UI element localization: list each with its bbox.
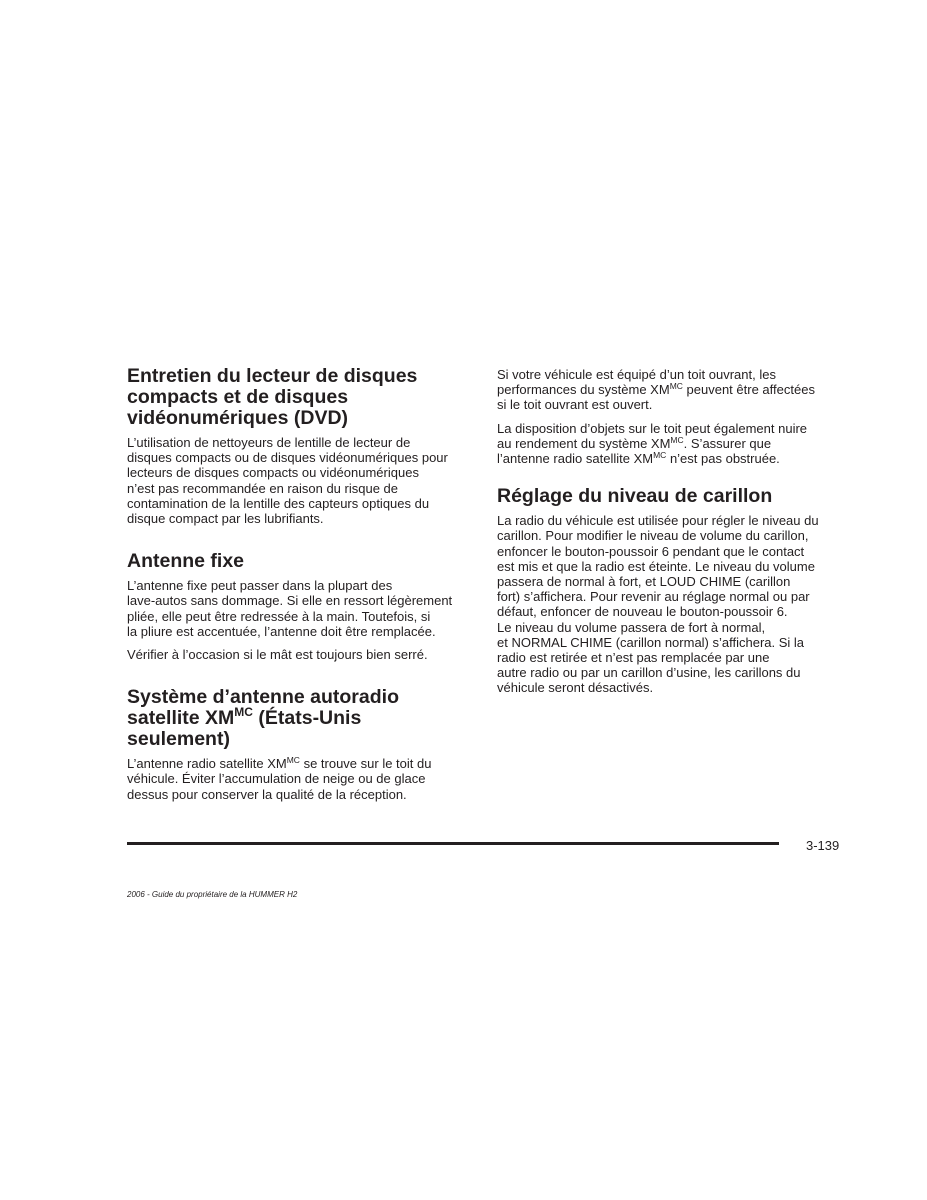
text-line: défaut, enfoncer de nouveau le bouton-poussoir 6.	[497, 604, 788, 620]
trademark-sup: MC	[653, 450, 667, 461]
heading-line: compacts et de disques	[127, 386, 349, 408]
trademark-sup: MC	[234, 705, 253, 720]
heading-chime-level: Réglage du niveau de carillon	[497, 485, 773, 508]
text-line: au rendement du système $XM^{MC}$. S’assurer que	[497, 434, 772, 451]
trademark-sup: MC	[670, 434, 684, 445]
text-line: véhicule. Éviter l’accumulation de neige ou de glace	[127, 771, 426, 787]
paragraph-xm-antenna	[127, 756, 477, 802]
text-line: et NORMAL CHIME (carillon normal) s’affichera. Si la	[497, 634, 805, 650]
left-column	[127, 366, 477, 810]
text-line: l’antenne radio satellite $XM^{MC}$ n’est pas obstruée.	[497, 450, 780, 467]
text-line: dessus pour conserver la qualité de la réception.	[127, 786, 407, 802]
text-line: disque compact par les lubrifiants.	[127, 511, 324, 527]
text-line: contamination de la lentille des capteurs optiques du	[127, 495, 430, 511]
paragraph-chime-level	[497, 513, 847, 695]
text-line: passera de normal à fort, et LOUD CHIME (carillon	[497, 574, 791, 590]
text-line: Le niveau du volume passera de fort à normal,	[497, 619, 766, 635]
text-line: autre radio ou par un carillon d’usine, les carillons du	[497, 665, 801, 681]
text-line: véhicule seront désactivés.	[497, 680, 654, 696]
text-line: la pliure est accentuée, l’antenne doit être remplacée.	[127, 623, 436, 639]
text-line: performances du système $XM^{MC}$ peuvent être affectées	[497, 381, 815, 398]
footer-text: 2006 - Guide du propriétaire de la HUMMER H2	[127, 890, 298, 899]
heading-fixed-antenna: Antenne fixe	[127, 550, 245, 573]
text-line: radio est retirée et n’est pas remplacée par une	[497, 650, 770, 666]
text-line: n’est pas recommandée en raison du risque de	[127, 480, 398, 496]
text-line: Si votre véhicule est équipé d’un toit ouvrant, les	[497, 367, 776, 382]
text-line: fort) s’affichera. Pour revenir au réglage normal ou par	[497, 589, 810, 605]
trademark-sup: MC	[669, 381, 683, 392]
text-line: carillon. Pour modifier le niveau de volume du carillon,	[497, 528, 809, 544]
text-line: L’utilisation de nettoyeurs de lentille de lecteur de	[127, 435, 411, 450]
heading-line: Entretien du lecteur de disques	[127, 365, 418, 387]
heading-dvd-maintenance	[127, 366, 477, 429]
text-line: disques compacts ou de disques vidéonumériques pour	[127, 450, 448, 466]
paragraph-fixed-antenna	[127, 578, 477, 639]
text-line: La radio du véhicule est utilisée pour régler le niveau du	[497, 513, 819, 529]
heading-line: satellite $XM^{MC}$ (États-Unis	[127, 705, 362, 730]
footer-rule	[127, 842, 779, 845]
text-line: pliée, elle peut être redressée à la main. Toutefois, si	[127, 608, 431, 624]
paragraph-sunroof	[497, 367, 847, 413]
page-number: 3-139	[806, 838, 840, 853]
trademark-sup: MC	[286, 755, 300, 766]
text-line: enfoncer le bouton-poussoir 6 pendant que le contact	[497, 543, 805, 559]
heading-line: vidéonumériques (DVD)	[127, 407, 349, 429]
right-column	[497, 367, 847, 704]
text-line: si le toit ouvrant est ouvert.	[497, 397, 653, 413]
text-line: L’antenne radio satellite $XM^{MC}$ se trouve sur le toit du	[127, 755, 432, 772]
text-line: lecteurs de disques compacts ou vidéonumériques	[127, 465, 419, 481]
text-line: est mis et que la radio est éteinte. Le niveau du volume	[497, 558, 815, 574]
heading-line: Système d’antenne autoradio	[127, 686, 399, 709]
text-line: La disposition d’objets sur le toit peut également nuire	[497, 420, 808, 436]
text-line: L’antenne fixe peut passer dans la plupart des	[127, 578, 393, 594]
paragraph-dvd-maintenance	[127, 435, 477, 526]
heading-line: seulement)	[127, 728, 230, 751]
heading-xm-antenna	[127, 687, 477, 750]
paragraph-roof-objects	[497, 421, 847, 467]
text-line: lave-autos sans dommage. Si elle en ressort légèrement	[127, 593, 453, 609]
paragraph-mast-check: Vérifier à l’occasion si le mât est toujours bien serré.	[127, 647, 428, 663]
